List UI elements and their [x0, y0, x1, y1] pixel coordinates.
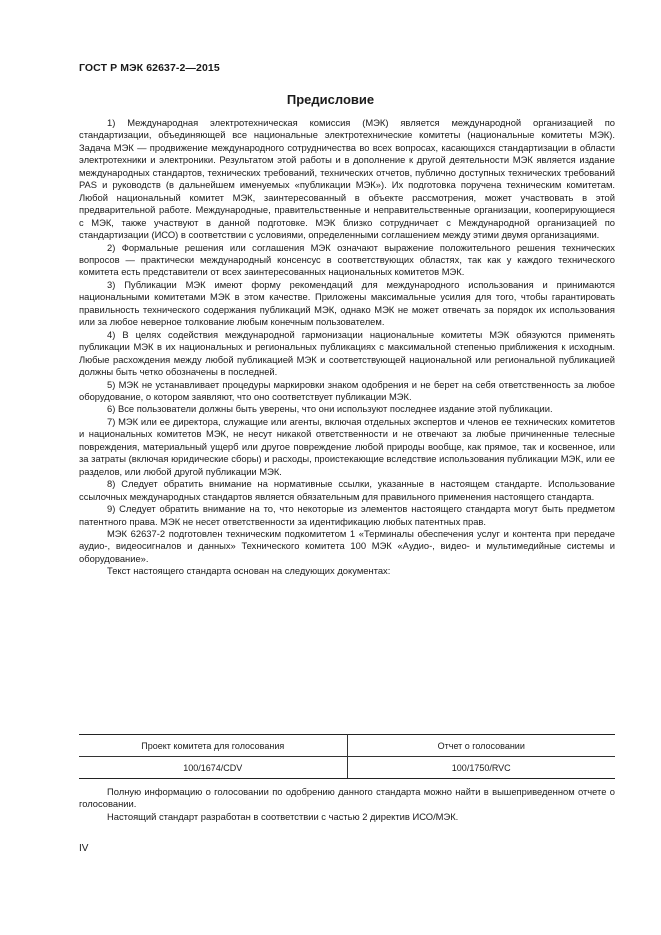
paragraph: 6) Все пользователи должны быть уверены, что они используют последнее издание этой публикации. [107, 403, 553, 415]
paragraph: 2) Формальные решения или соглашения МЭК означают выражение положительного решения технических вопросов — практически международный консенсус в соответствующих областях, так как у каждого технического комитета есть представители от всех заинтересованных национальных комитетов МЭК. [79, 241, 615, 278]
paragraph: 9) Следует обратить внимание на то, что некоторые из элементов настоящего стандарта могут быть предметом патентного права. МЭК не несет ответственности за идентификацию любых патентных прав. [79, 503, 615, 527]
paragraph: 5) МЭК не устанавливает процедуры маркировки знаком одобрения и не берет на себя ответственность за любое оборудование, о котором заявляют, что оно соответствует публикации МЭК. [79, 378, 615, 402]
paragraph: 1) Международная электротехническая комиссия (МЭК) является международной организацией по стандартизации, объединяющей все национальные электротехнические комитеты (национальные комитеты МЭК). Задача МЭК — продвижение международного сотрудничества во всех вопросах, касающихся стандартизации в области электротехники и электроники. Результатом этой работы и в дополнение к другой деятельности МЭК является издание международных стандартов, технических требований, технических отчетов, публично доступных технических требований PAS и руководств (в дальнейшем именуемых «публикации МЭК»). Их подготовка поручена техническим комитетам. Любой национальный комитет МЭК, заинтересованный в объекте рассмотрения, может участвовать в этой предварительной работе. Международные, правительственные и неправительственные организации, кооперирующиеся с МЭК, также участвуют в данной подготовке. МЭК близко сотрудничает с Международной организацией по стандартизации (ИСО) в соответствии с условиями, определенными соглашением между этими двумя организациями. [79, 117, 615, 241]
table-header-cell: Проект комитета для голосования [79, 735, 347, 757]
table-cell: 100/1750/RVC [347, 757, 615, 779]
paragraph: Полную информацию о голосовании по одобрению данного стандарта можно найти в вышеприведенном отчете о голосовании. [79, 786, 615, 810]
paragraph: Текст настоящего стандарта основан на следующих документах: [107, 565, 391, 577]
table-header-cell: Отчет о голосовании [347, 735, 615, 757]
foreword-body [79, 117, 615, 578]
table-header-row [79, 735, 615, 757]
paragraph: 3) Публикации МЭК имеют форму рекомендаций для международного использования и принимаются национальными комитетами МЭК в этом качестве. Приложены максимальные усилия для того, чтобы гарантировать правильность технического содержания публикаций МЭК, однако МЭК не может отвечать за порядок их использования или за любое неверное толкование любым конечным пользователем. [79, 278, 615, 328]
paragraph: МЭК 62637-2 подготовлен техническим подкомитетом 1 «Терминалы обеспечения услуг и контента при передаче аудио-, видеосигналов и данных» Технического комитета 100 МЭК «Аудио-, видео- и мультимедийные системы и оборудование». [79, 527, 615, 564]
paragraph: Настоящий стандарт разработан в соответствии с частью 2 директив ИСО/МЭК. [107, 810, 459, 822]
paragraph: 4) В целях содействия международной гармонизации национальные комитеты МЭК обязуются применять публикации МЭК в их национальных и региональных публикациях с максимальной степенью приближения к исходным. Любые расхождения между любой публикацией МЭК и соответствующей национальной или региональной публикацией должны быть четко обозначены в последней. [79, 328, 615, 378]
voting-documents-table [79, 734, 615, 779]
page-title: Предисловие [286, 92, 375, 107]
paragraph: 7) МЭК или ее директора, служащие или агенты, включая отдельных экспертов и членов ее технических комитетов и национальных комитетов МЭК, не несут никакой ответственности и не отвечают за любые причиненные телесные повреждения, материальный ущерб или другое повреждение любой природы вообще, как прямое, так и косвенное, или за затраты (включая юридические сборы) и расходы, проистекающие вследствие использования публикации МЭК, или ее разделов, или любой другой публикации МЭК. [79, 415, 615, 477]
paragraph: 8) Следует обратить внимание на нормативные ссылки, указанные в настоящем стандарте. Использование ссылочных международных стандартов является обязательным для правильного применения настоящего стандарта. [79, 478, 615, 502]
table-cell: 100/1674/CDV [79, 757, 347, 779]
page-number: IV [79, 843, 89, 854]
closing-text [79, 786, 615, 823]
table-row [79, 757, 615, 779]
standard-header: ГОСТ Р МЭК 62637-2—2015 [79, 62, 220, 74]
